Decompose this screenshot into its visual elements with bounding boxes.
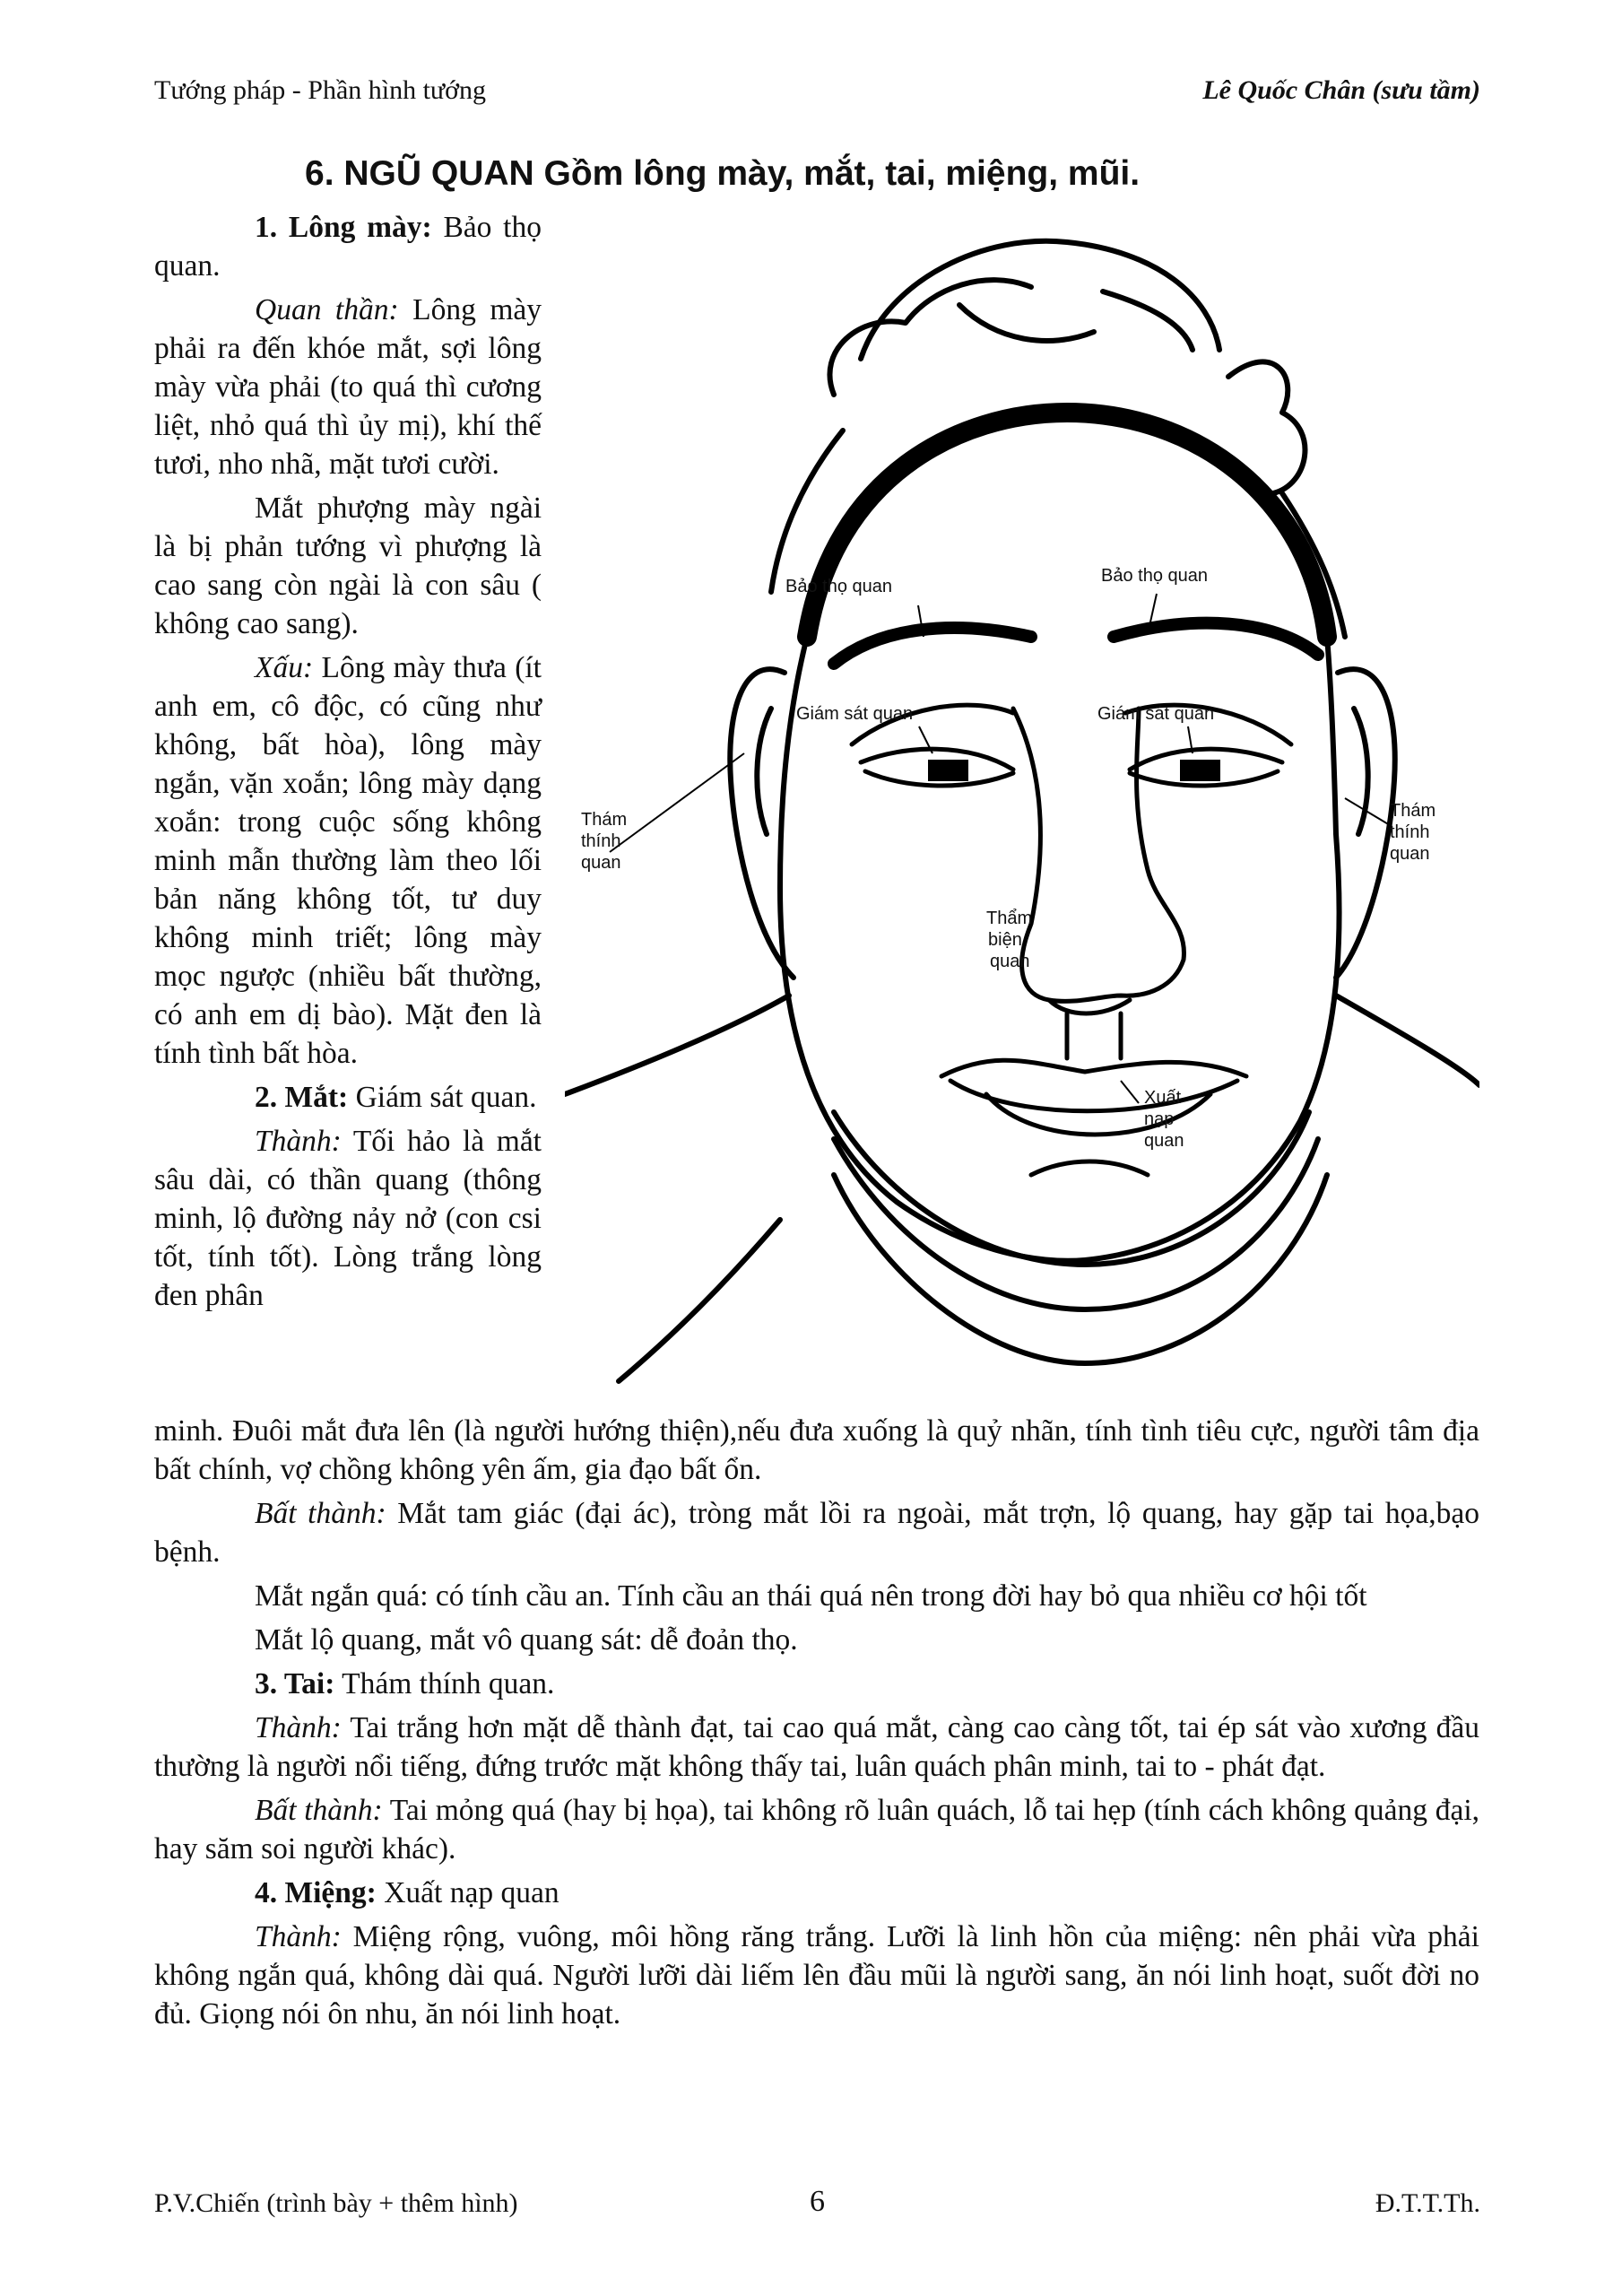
label-tham-thinh-quan-left-2: thính <box>581 831 621 851</box>
paragraph-ears-bad: Bất thành: Tai mỏng quá (hay bị họa), tai không rõ luân quách, lỗ tai hẹp (tính cách không quảng đại, hay săm soi người khác). <box>154 1794 1480 1866</box>
paragraph-eyes-heading: 2. Mắt: Giám sát quan. <box>255 1081 537 1114</box>
paragraph-eyes-exposed: Mắt lộ quang, mắt vô quang sát: dễ đoản thọ. <box>255 1623 798 1657</box>
paragraph-ears-good: Thành: Tai trắng hơn mặt dễ thành đạt, tai cao quá mắt, càng cao càng tốt, tai ép sát vào xương đầu thường là người nổi tiếng, đứng trước mặt không thấy tai, luân quách phân minh, tai to - phát đạt. <box>154 1711 1479 1783</box>
label-tham-bien-quan-3: quan <box>990 952 1030 971</box>
paragraph-eyebrows-bad: Xấu: Lông mày thưa (ít anh em, cô độc, có cũng như không, bất hòa), lông mày ngắn, vặn xoắn; lông mày dạng xoắn: trong cuộc sống không minh mẫn thường làm theo lối bản năng không tốt, tư duy không minh triết; lông mày mọc ngược (nhiều bất thường, có anh em dị bào). Mặt đen là tính tình bất hòa. <box>154 651 542 1070</box>
header-author: Lê Quốc Chân (sưu tầm) <box>1202 75 1480 105</box>
eyebrows-heading: 1. Lông mày: <box>255 211 432 244</box>
label-tham-thinh-quan-right-2: thính <box>1390 822 1430 842</box>
footer-credit: P.V.Chiến (trình bày + thêm hình) <box>154 2188 518 2218</box>
left-text-column <box>154 208 542 1320</box>
label-xuat-nap-quan-2: nạp <box>1144 1109 1175 1129</box>
label-tham-thinh-quan-right-1: Thám <box>1390 801 1436 821</box>
label-tham-thinh-quan-right-3: quan <box>1390 844 1430 864</box>
page-footer <box>154 2185 1480 2228</box>
eyes-heading: 2. Mắt: <box>255 1081 349 1114</box>
label-giam-sat-quan-left: Giám sát quan <box>796 704 914 724</box>
label-giam-sat-quan-right: Giám sát quan <box>1097 704 1215 724</box>
label-tham-thinh-quan-left-1: Thám <box>581 810 628 830</box>
paragraph-eyes-good-start: Thành: Tối hảo là mắt sâu dài, có thần quang (thông minh, lộ đường nảy nở (con csi tốt, tính tốt). Lòng trắng lòng đen phân <box>154 1125 542 1312</box>
full-width-text <box>154 1412 1479 2039</box>
label-tham-bien-quan-1: Thẩm <box>986 909 1033 928</box>
header-book-title: Tướng pháp - Phần hình tướng <box>154 75 487 105</box>
paragraph-eyes-good-end: minh. Đuôi mắt đưa lên (là người hướng thiện),nếu đưa xuống là quỷ nhãn, tính tình tiêu cực, người tâm địa bất chính, vợ chồng không yên ấm, gia đạo bất ổn. <box>154 1414 1479 1486</box>
paragraph-ears-heading: 3. Tai: Thám thính quan. <box>255 1667 555 1700</box>
paragraph-eyebrows-good: Quan thần: Lông mày phải ra đến khóe mắt, sợi lông mày vừa phải (to quá thì cương liệt, nhỏ quá thì ủy mị), khí thế tươi, nho nhã, mặt tươi cười. <box>154 293 542 481</box>
label-bao-tho-quan-left: Bảo thọ quan <box>785 577 892 596</box>
paragraph-eyes-bad: Bất thành: Mắt tam giác (đại ác), tròng mắt lồi ra ngoài, mắt trợn, lộ quang, hay gặp tai họa,bạo bệnh. <box>154 1497 1480 1569</box>
label-tham-bien-quan-2: biện <box>988 930 1022 950</box>
mouth-heading: 4. Miệng: <box>255 1876 377 1909</box>
section-title: 6. NGŨ QUAN Gồm lông mày, mắt, tai, miệng, mũi. <box>305 154 1141 193</box>
face-diagram <box>565 206 1479 1415</box>
paragraph-mouth-good: Thành: Miệng rộng, vuông, môi hồng răng trắng. Lưỡi là linh hồn của miệng: nên phải vừa phải không ngắn quá, không dài quá. Người lưỡi dài liếm lên đầu mũi là người sang, ăn nói linh hoạt, suốt đời no đủ. Giọng nói ôn nhu, ăn nói linh hoạt. <box>154 1920 1479 2031</box>
page-number: 6 <box>810 2185 825 2218</box>
label-tham-thinh-quan-left-3: quan <box>581 853 621 873</box>
face-illustration <box>565 206 1479 1415</box>
running-header <box>154 75 1480 115</box>
label-xuat-nap-quan-1: Xuất <box>1144 1088 1182 1108</box>
label-xuat-nap-quan-3: quan <box>1144 1131 1184 1151</box>
ears-heading: 3. Tai: <box>255 1667 335 1700</box>
label-bao-tho-quan-right: Bảo thọ quan <box>1101 566 1208 586</box>
paragraph-eyebrows-phoenix: Mắt phượng mày ngài là bị phản tướng vì phượng là cao sang còn ngài là con sâu ( không cao sang). <box>154 491 542 640</box>
paragraph-mouth-heading: 4. Miệng: Xuất nạp quan <box>255 1876 559 1909</box>
paragraph-eyebrows-heading: 1. Lông mày: Bảo thọ quan. <box>154 211 542 283</box>
paragraph-eyes-short: Mắt ngắn quá: có tính cầu an. Tính cầu an thái quá nên trong đời hay bỏ qua nhiều cơ hội tốt <box>255 1579 1367 1613</box>
footer-initials: Đ.T.T.Th. <box>1375 2188 1480 2218</box>
